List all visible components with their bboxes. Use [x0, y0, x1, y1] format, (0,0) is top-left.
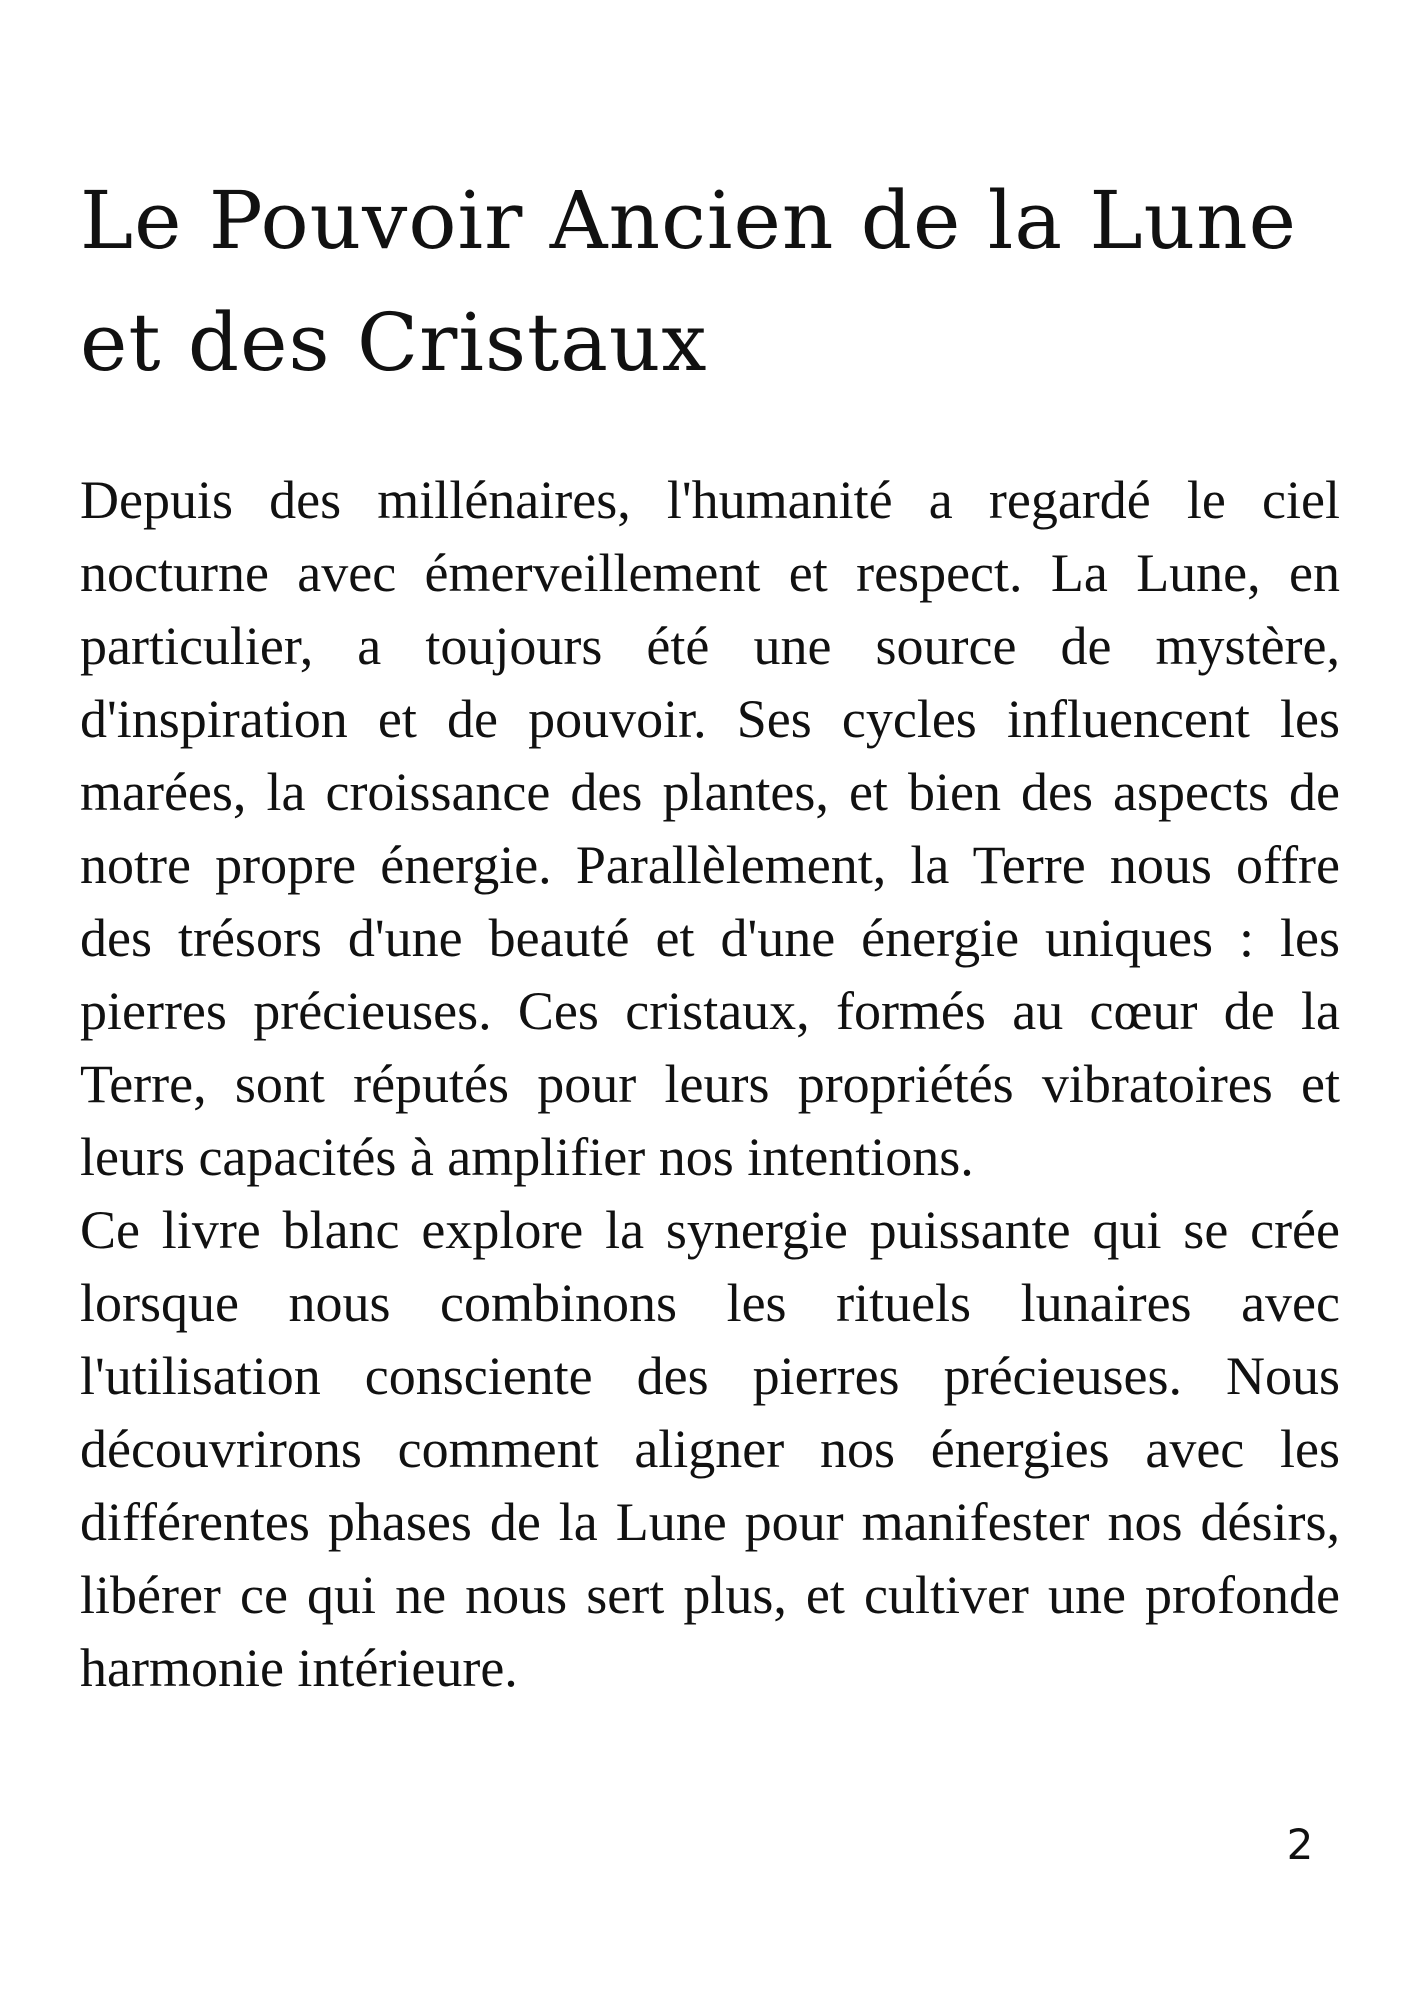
- paragraph-intro: Depuis des millénaires, l'humanité a regardé le ciel nocturne avec émerveillement et respect. La Lune, en particulier, a toujours été une source de mystère, d'inspiration et de pouvoir. Ses cycles influencent les marées, la croissance des plantes, et bien des aspects de notre propre énergie. Parallèlement, la Terre nous offre des trésors d'une beauté et d'une énergie uniques : les pierres précieuses. Ces cristaux, formés au cœur de la Terre, sont réputés pour leurs propriétés vibratoires et leurs capacités à amplifier nos intentions.: [80, 470, 1340, 1187]
- page-number: 2: [1286, 1820, 1314, 1869]
- page-title: Le Pouvoir Ancien de la Lune et des Cristaux: [80, 174, 1297, 389]
- body-text: [80, 464, 1340, 1705]
- paragraph-purpose: Ce livre blanc explore la synergie puissante qui se crée lorsque nous combinons les rituels lunaires avec l'utilisation consciente des pierres précieuses. Nous découvrirons comment aligner nos énergies avec les différentes phases de la Lune pour manifester nos désirs, libérer ce qui ne nous sert plus, et cultiver une profonde harmonie intérieure.: [80, 1200, 1340, 1698]
